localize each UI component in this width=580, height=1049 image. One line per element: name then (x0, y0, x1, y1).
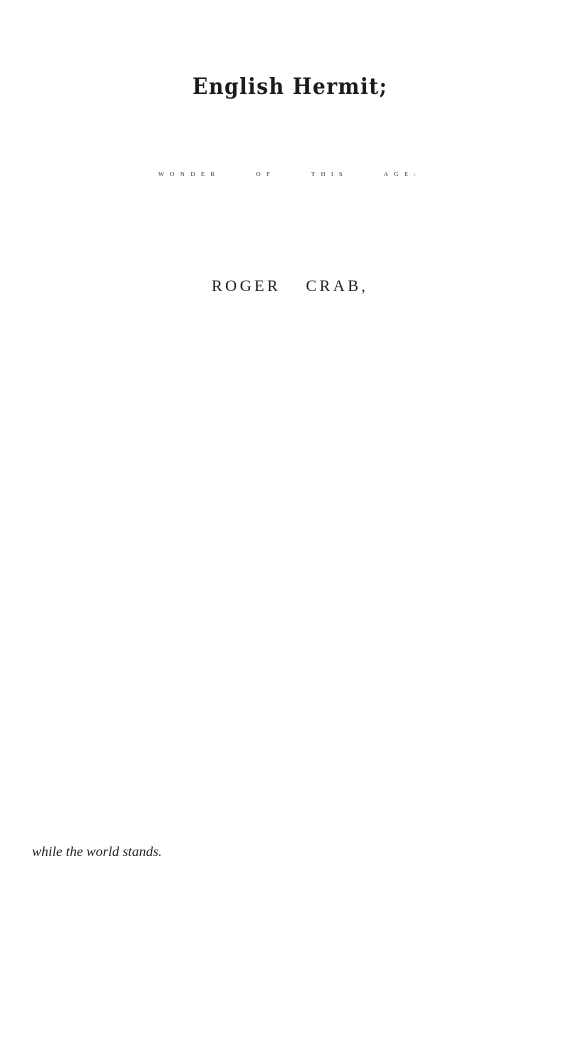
wherefore-line: while the world stands. (32, 845, 162, 860)
author-name: ROGER CRAB, (211, 278, 369, 295)
subtitle: WONDER OF THIS AGE: (158, 172, 422, 178)
main-title: English Hermit; (192, 74, 388, 100)
